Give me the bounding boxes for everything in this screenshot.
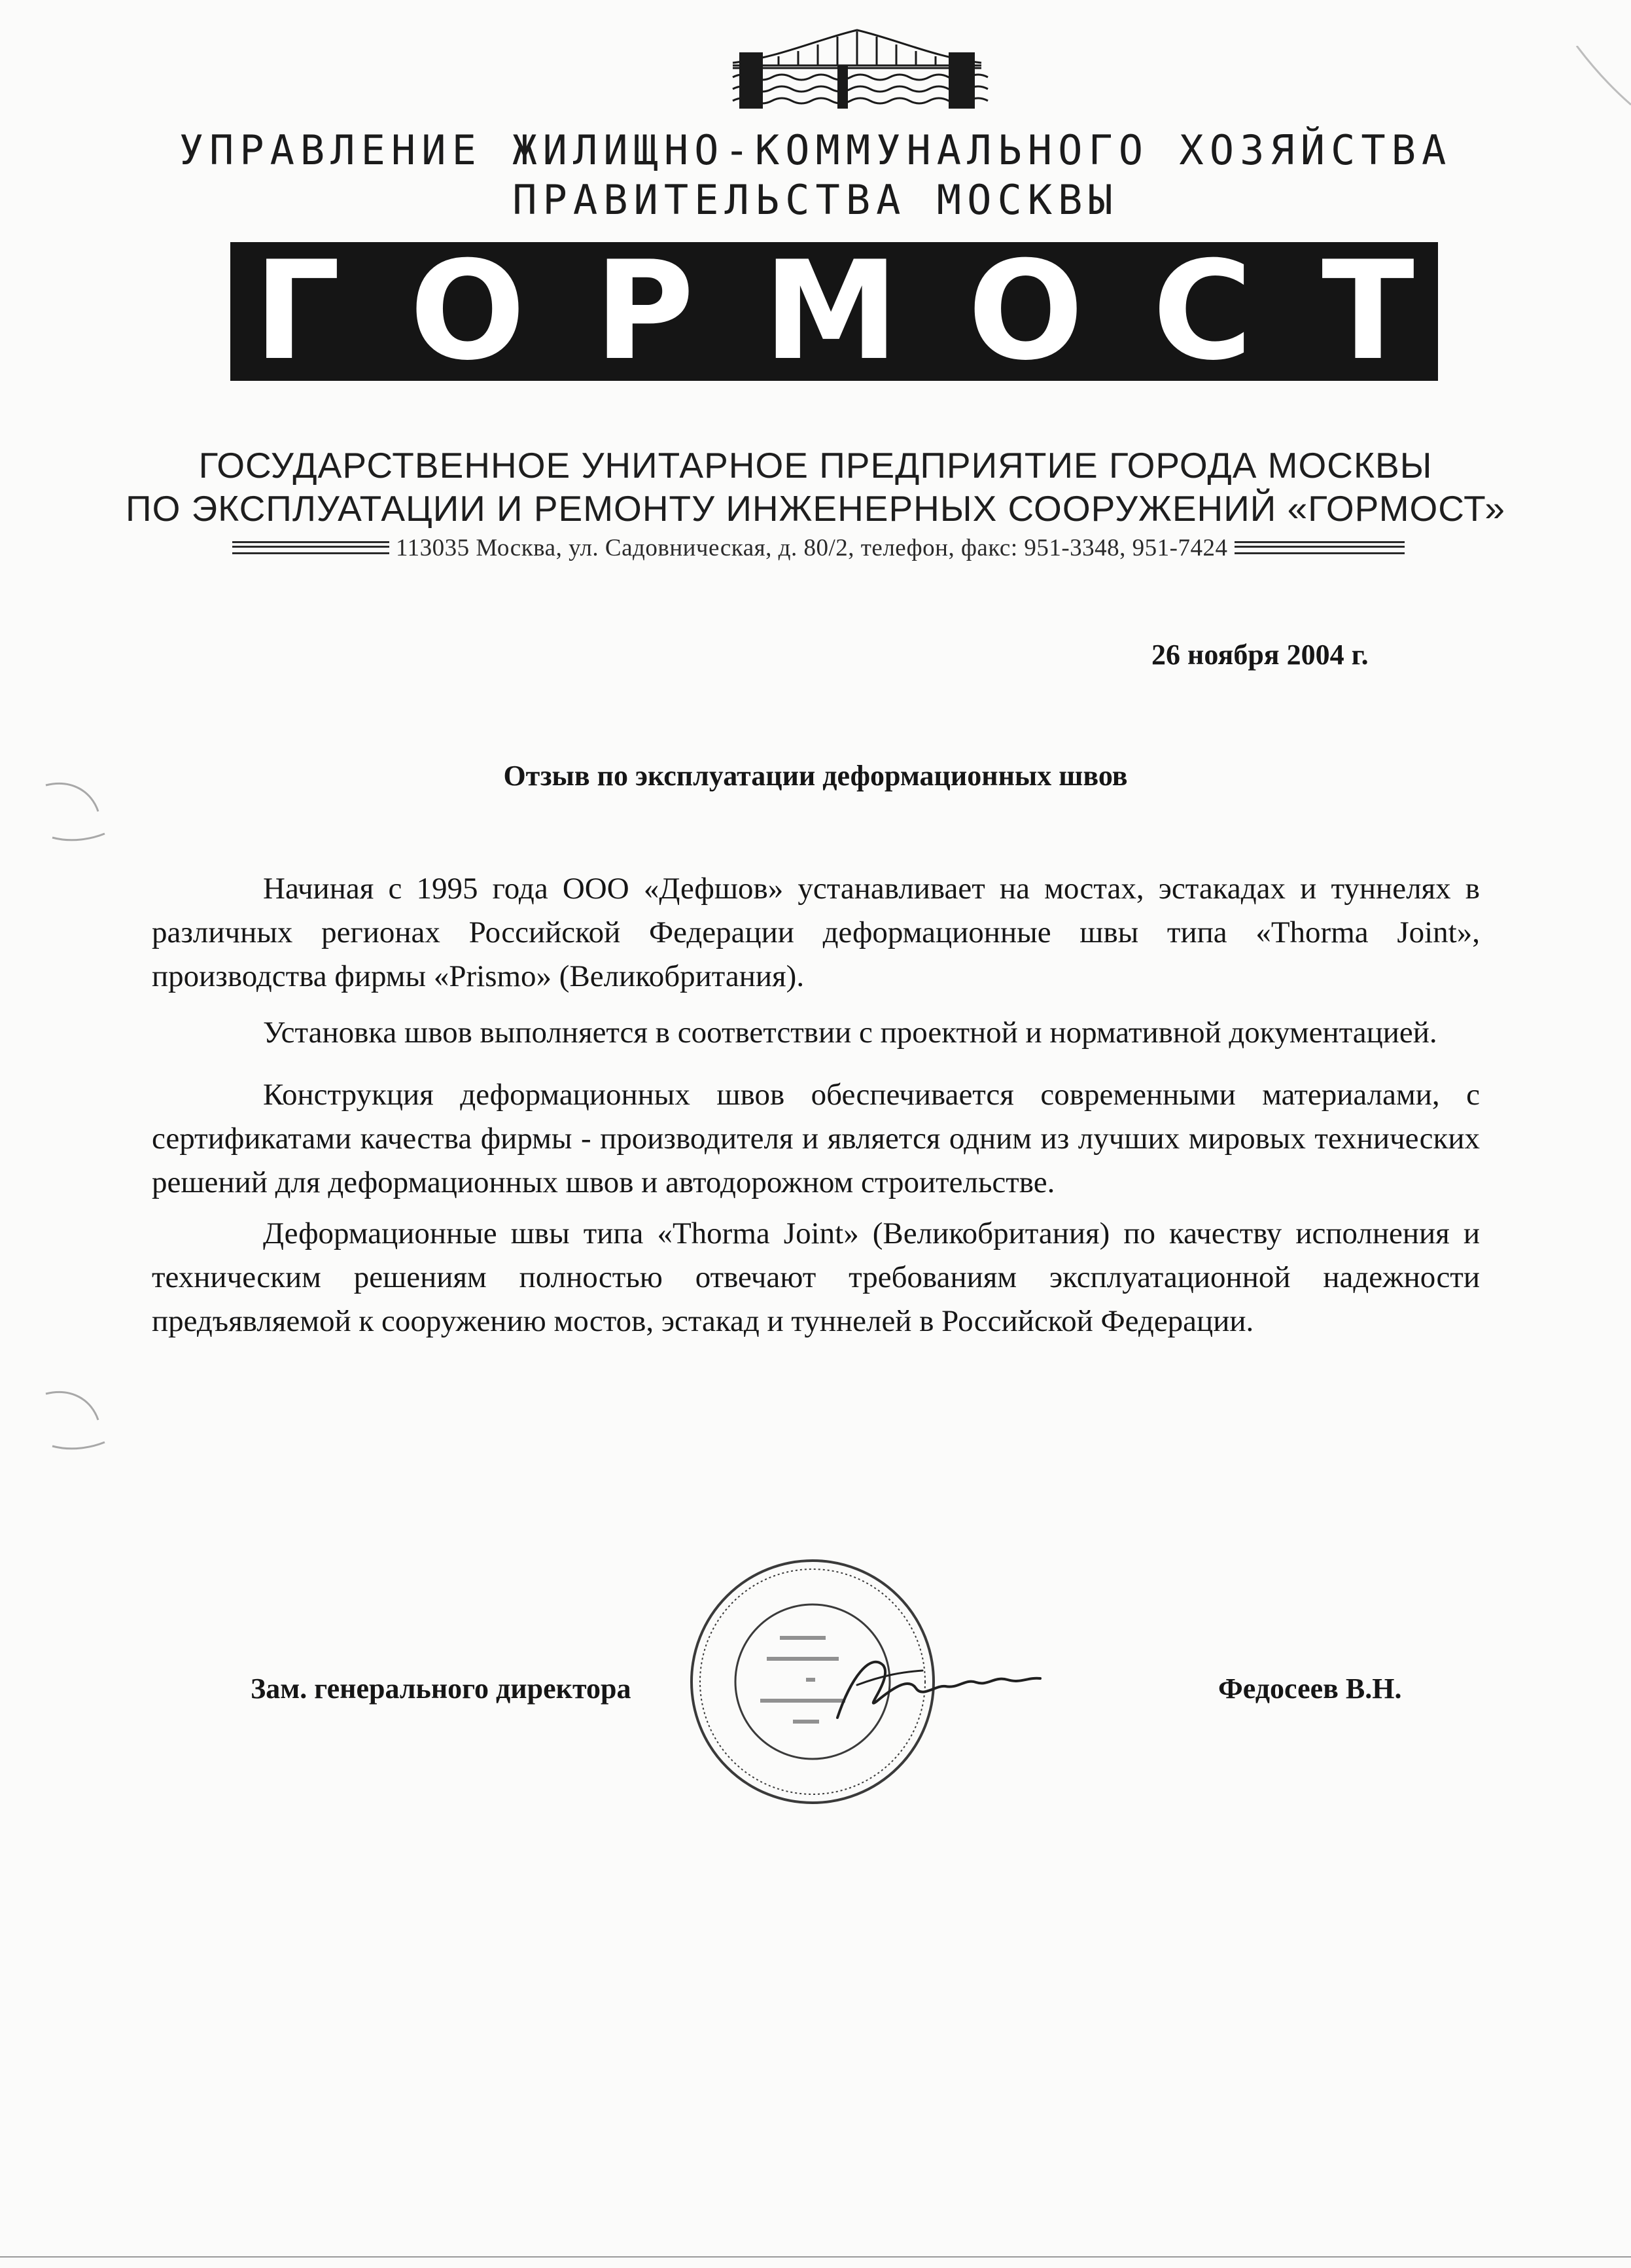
document-date: 26 ноября 2004 г. — [1151, 639, 1369, 671]
body-paragraph: Установка швов выполняется в соответствии с проектной и нормативной документацией. — [263, 1016, 1437, 1050]
body-paragraph: Деформационные швы типа «Thorma Joint» (Великобритания) по качеству исполнения и техническим решениям полностью отвечают требованиям эксплуатационной надежности предъявляемой к сооружению мостов, эстакад и туннелей в Российской Федерации. — [152, 1216, 1480, 1338]
scan-bottom-edge — [0, 2256, 1631, 2268]
brand-letter: Т — [1322, 232, 1414, 391]
address-row — [232, 531, 1456, 564]
address-divider-left — [232, 541, 389, 554]
body-paragraph: Начиная с 1995 года ООО «Дефшов» устанавливает на мостах, эстакадах и туннелях в различных регионах Российской Федерации деформационные швы типа «Thorma Joint», производства фирмы «Prismo» (Великобритания). — [152, 872, 1480, 993]
brand-letter: С — [1152, 232, 1253, 391]
document-subject: Отзыв по эксплуатации деформационных швов — [503, 760, 1128, 792]
address-divider-right — [1235, 541, 1405, 554]
enterprise-line-2: ПО ЭКСПЛУАТАЦИИ И РЕМОНТУ ИНЖЕНЕРНЫХ СООРУЖЕНИЙ «ГОРМОСТ» — [126, 488, 1505, 529]
punch-hole-marks — [39, 779, 118, 1459]
body-paragraph: Конструкция деформационных швов обеспечивается современными материалами, с сертификатами качества фирмы - производителя и является одним из лучших мировых технических решений для деформационных швов и автодорожном строительстве. — [152, 1078, 1480, 1199]
brand-letter: О — [968, 232, 1084, 391]
enterprise-line-1: ГОСУДАРСТВЕННОЕ УНИТАРНОЕ ПРЕДПРИЯТИЕ ГОРОДА МОСКВЫ — [198, 445, 1433, 486]
bridge-logo-icon — [720, 26, 994, 111]
brand-letter: М — [763, 232, 899, 391]
brand-name — [230, 232, 1438, 391]
authority-line-1: УПРАВЛЕНИЕ ЖИЛИЩНО-КОММУНАЛЬНОГО ХОЗЯЙСТВА — [179, 126, 1452, 174]
signatory-name: Федосеев В.Н. — [1218, 1673, 1402, 1705]
brand-letter: Г — [254, 232, 341, 391]
brand-letter: О — [410, 232, 525, 391]
signatory-role: Зам. генерального директора — [251, 1673, 631, 1705]
brand-letter: Р — [594, 232, 695, 391]
page-corner-fold — [1570, 46, 1631, 124]
handwritten-signature-icon — [824, 1639, 1053, 1737]
enterprise-address: 113035 Москва, ул. Садовническая, д. 80/2, телефон, факс: 951-3348, 951-7424 — [396, 534, 1228, 561]
authority-line-2: ПРАВИТЕЛЬСТВА МОСКВЫ — [512, 176, 1119, 224]
